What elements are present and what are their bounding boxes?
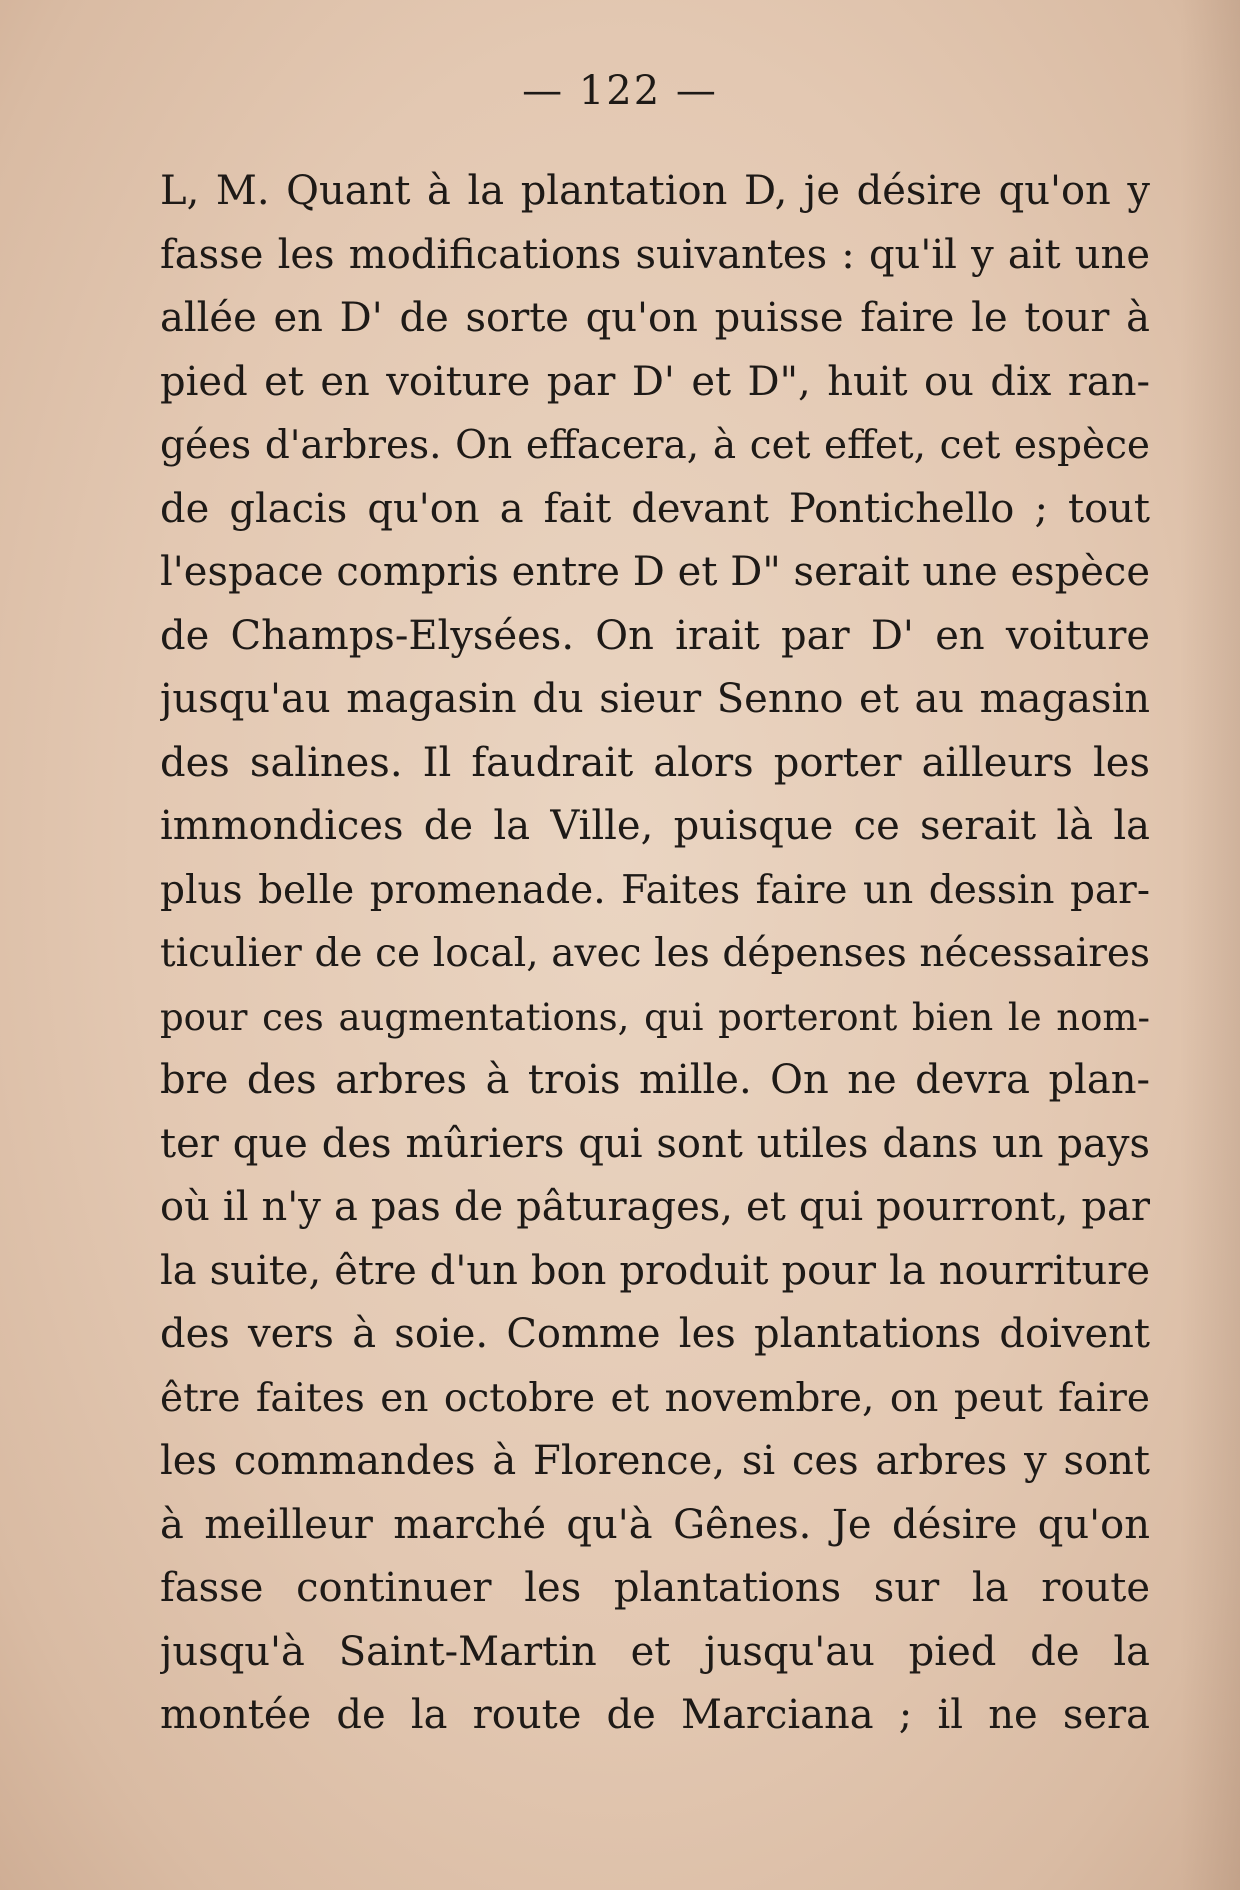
text-line-5: gées d'arbres. On effacera, à cet effet, cet espèce xyxy=(160,423,1150,468)
page-number: — 122 — xyxy=(522,68,718,114)
text-line-19: des vers à soie. Comme les plantations doivent xyxy=(160,1311,1150,1357)
text-line-18: la suite, être d'un bon produit pour la nourriture xyxy=(160,1247,1150,1294)
text-line-4: pied et en voiture par D' et D", huit ou dix ran- xyxy=(160,358,1150,405)
text-line-14: pour ces augmentations, qui porteront bien le nom- xyxy=(160,995,1150,1039)
text-line-7: l'espace compris entre D et D" serait une espèce xyxy=(160,549,1150,595)
text-line-23: fasse continuer les plantations sur la route xyxy=(160,1565,1150,1611)
text-line-22: à meilleur marché qu'à Gênes. Je désire qu'on xyxy=(160,1501,1150,1548)
text-line-21: les commandes à Florence, si ces arbres y sont xyxy=(160,1438,1150,1484)
text-line-12: plus belle promenade. Faites faire un dessin par- xyxy=(160,867,1150,913)
page-edge-shadow xyxy=(1180,0,1240,1890)
text-line-13: ticulier de ce local, avec les dépenses nécessaires xyxy=(160,931,1150,976)
text-line-24: jusqu'à Saint-Martin et jusqu'au pied de la xyxy=(160,1628,1150,1675)
text-line-1: L, M. Quant à la plantation D, je désire qu'on y xyxy=(160,168,1150,214)
text-line-8: de Champs-Elysées. On irait par D' en voiture xyxy=(160,612,1150,659)
text-line-15: bre des arbres à trois mille. On ne devra plan- xyxy=(160,1057,1150,1103)
text-line-20: être faites en octobre et novembre, on peut faire xyxy=(160,1375,1150,1421)
text-line-11: immondices de la Ville, puisque ce serait là la xyxy=(160,803,1150,849)
text-line-9: jusqu'au magasin du sieur Senno et au magasin xyxy=(160,676,1150,722)
text-line-2: fasse les modifications suivantes : qu'il y ait une xyxy=(160,231,1150,278)
text-line-25: montée de la route de Marciana ; il ne sera xyxy=(160,1692,1150,1738)
text-line-17: où il n'y a pas de pâturages, et qui pourront, par xyxy=(160,1184,1150,1230)
text-line-10: des salines. Il faudrait alors porter ailleurs les xyxy=(160,739,1150,786)
text-line-3: allée en D' de sorte qu'on puisse faire le tour à xyxy=(160,295,1150,341)
body-text xyxy=(160,160,1150,1748)
text-line-16: ter que des mûriers qui sont utiles dans un pays xyxy=(160,1120,1150,1167)
text-line-6: de glacis qu'on a fait devant Pontichello ; tout xyxy=(160,485,1150,532)
